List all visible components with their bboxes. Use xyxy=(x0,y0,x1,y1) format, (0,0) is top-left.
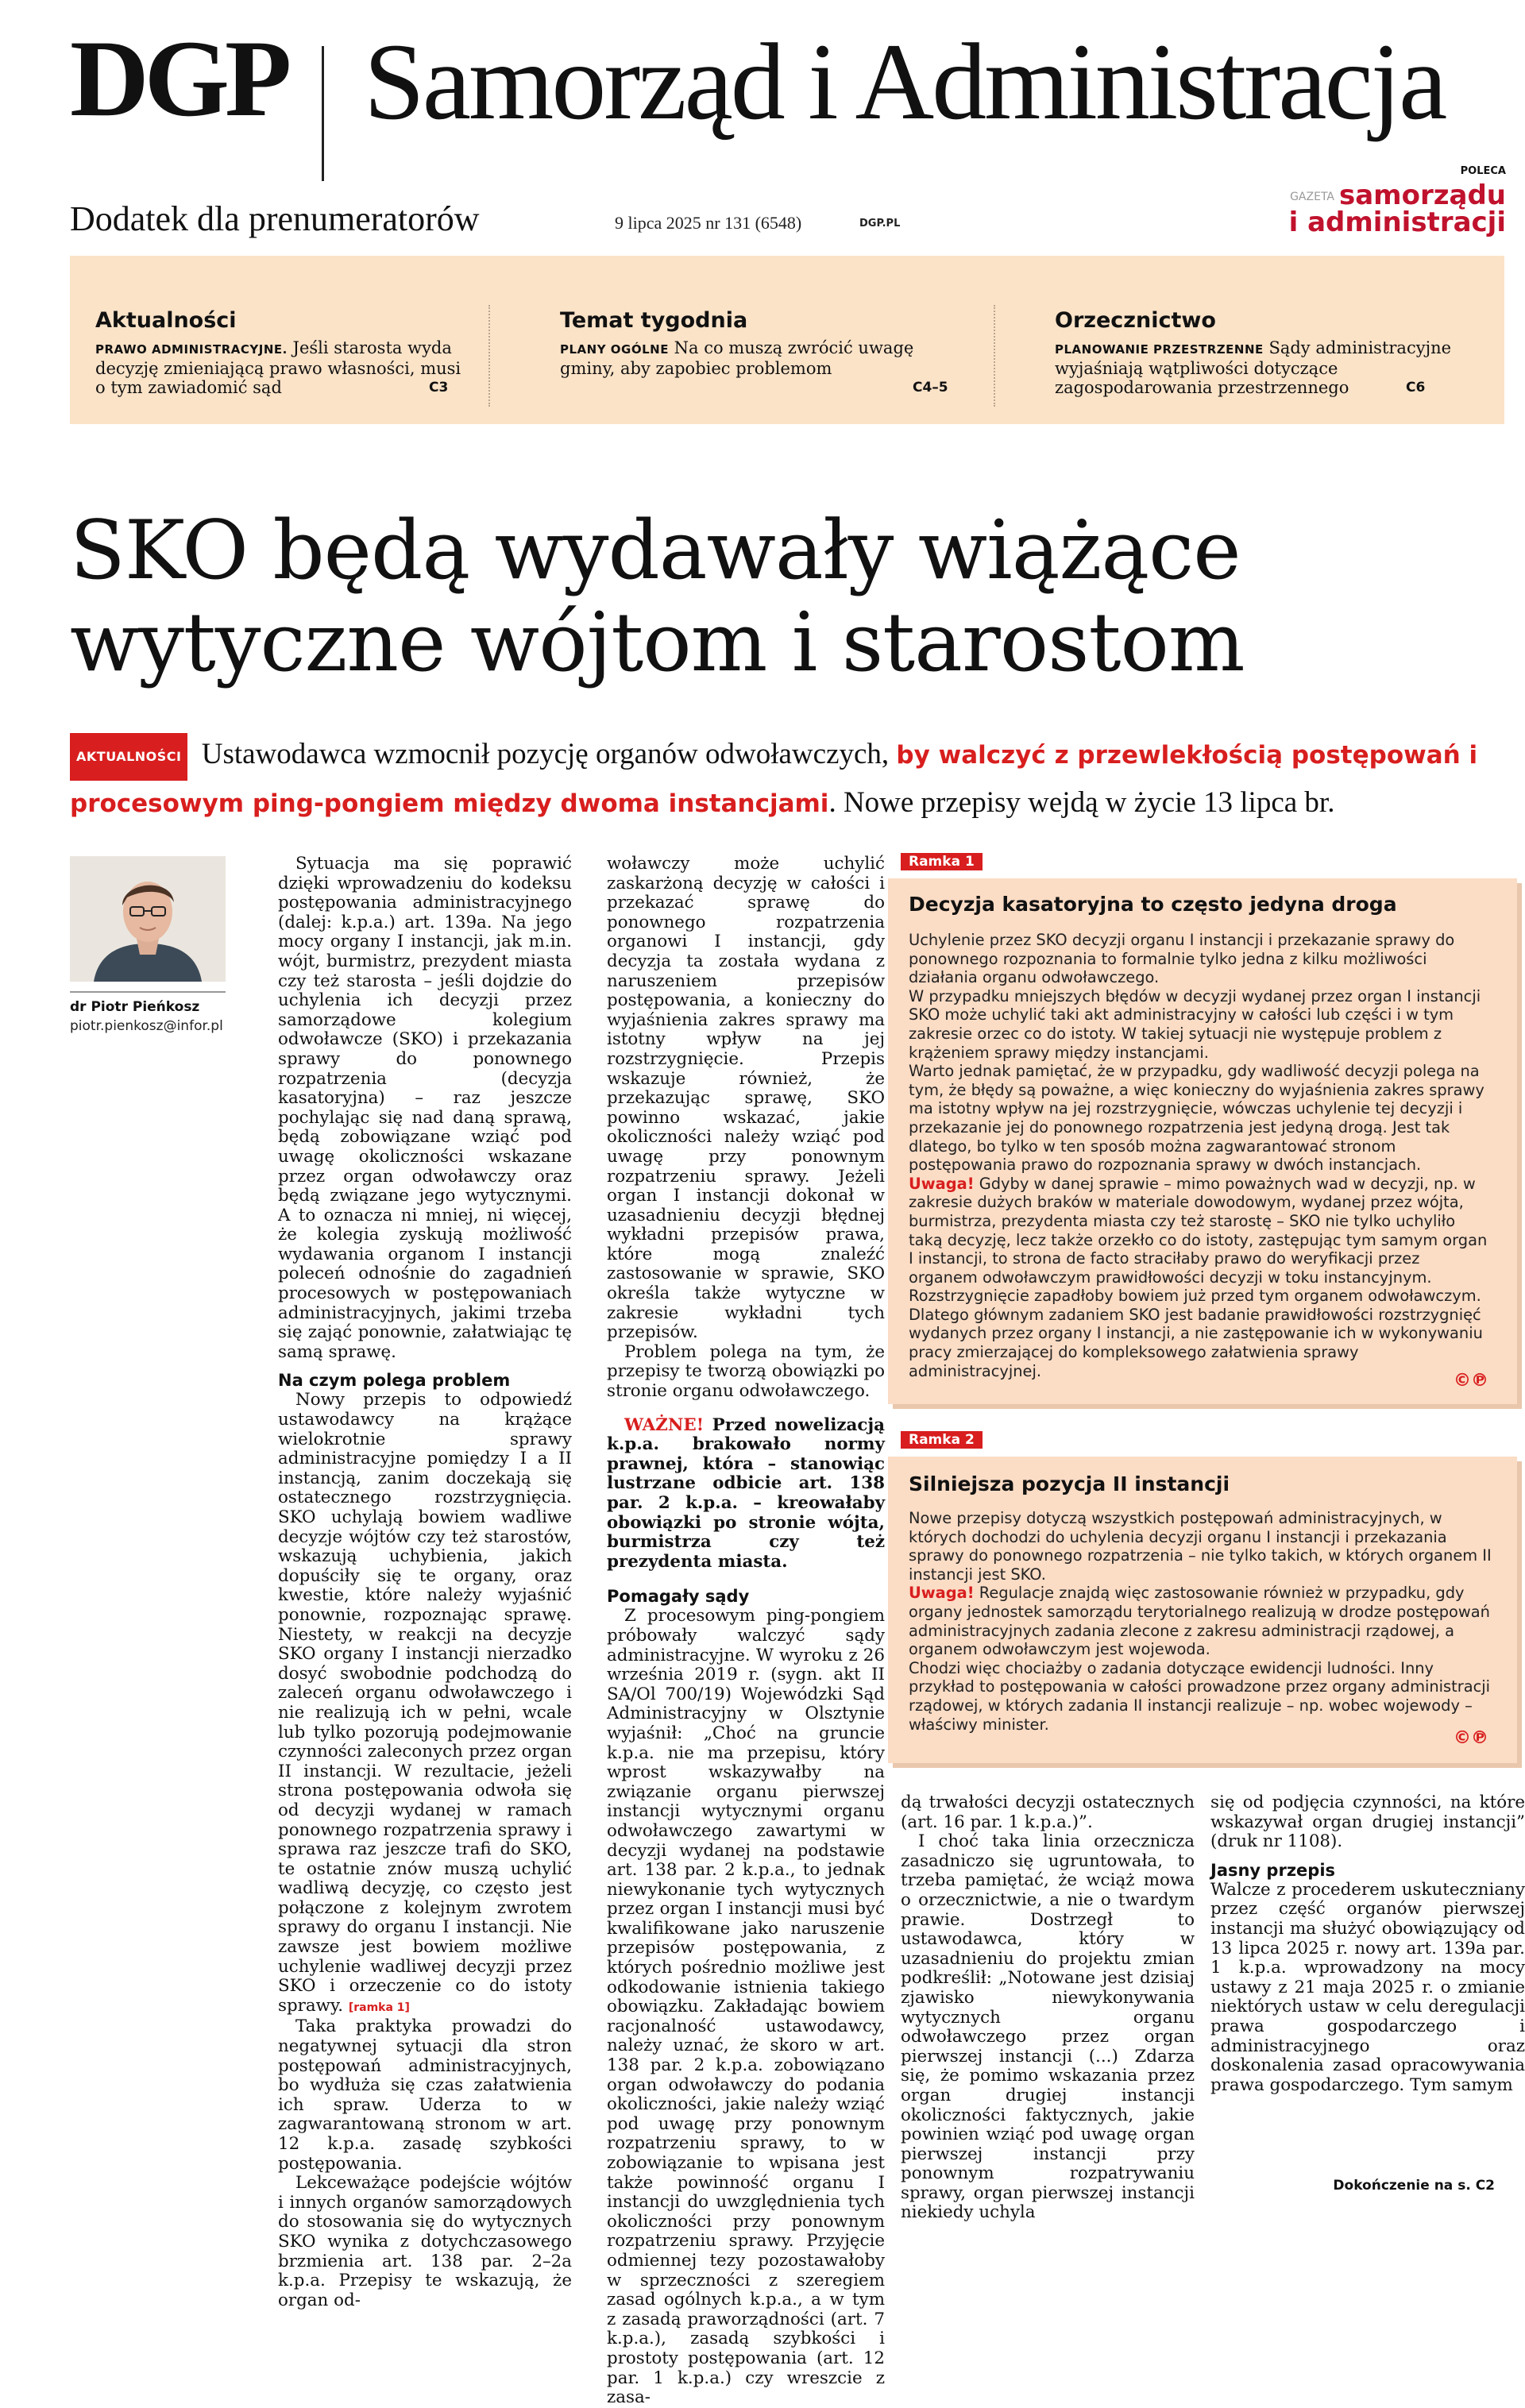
box-paragraph: W przypadku mniejszych błędów w decyzji wydanej przez organ I instancji SKO może uchylić taki akt administracyjny w całości lub części i w tym zakresie orzec co do istoty. W takiej sytuacji nie występuje problem z krążeniem sprawy między instancjami. xyxy=(909,986,1481,1062)
toc-keyword: PRAWO ADMINISTRACYJNE. xyxy=(95,342,288,357)
paragraph: Problem polega na tym, że przepisy te tworzą obowiązki po stronie organu odwoławczego. xyxy=(607,1341,885,1402)
paragraph xyxy=(278,1391,572,2017)
headline-line-1: SKO będą wydawały wiążące xyxy=(70,504,1241,598)
important-note xyxy=(607,1416,885,1573)
article-column-1 xyxy=(278,855,572,2310)
toc-text: Jeśli starosta wyda decyzję zmieniającą prawo własności, musi o tym zawiadomić sąd xyxy=(95,338,461,397)
toc-page: C4–5 xyxy=(913,380,948,396)
toc-text: Sądy administracyjne wyjaśniają wątpliwości dotyczące zagospodarowania przestrzennego xyxy=(1055,338,1452,397)
toc-teaser xyxy=(560,338,933,378)
partner-logo-line2: i administracji xyxy=(1288,206,1506,238)
continuation-note[interactable]: Dokończenie na s. C2 xyxy=(1333,2178,1495,2194)
box-body xyxy=(909,1509,1493,1734)
box-tag: Ramka 2 xyxy=(901,1431,983,1449)
warning-label: Uwaga! xyxy=(909,1174,975,1193)
box-paragraph: Nowe przepisy dotyczą wszystkich postępowań administracyjnych, w których dochodzi do uchylenia decyzji organu I instancji i przekazania sprawy do ponownego rozpatrzenia – nie tylko takich, w których organem II instancji jest SKO. xyxy=(909,1509,1492,1584)
toc-heading: Aktualności xyxy=(95,308,237,333)
subheading: Jasny przepis xyxy=(1210,1860,1336,1880)
paragraph: się od podjęcia czynności, na które wskazywał organ drugiej instancji” (druk nr 1108). xyxy=(1210,1792,1525,1852)
copyright-mark: ©℗ xyxy=(1454,1728,1488,1748)
toc-item-topic[interactable] xyxy=(535,256,995,424)
copyright-mark: ©℗ xyxy=(1454,1371,1488,1391)
box-paragraph: Chodzi więc chociażby o zadania dotyczące ewidencji ludności. Inny przykład to postępowania w całości prowadzone przez organy administracji rządowej, w których zadania II instancji realizuje – np. wobec wojewody – właściwy minister. xyxy=(909,1658,1491,1734)
dgp-logo: DGP xyxy=(70,17,288,139)
partner-logo-prefix: GAZETA xyxy=(1290,190,1334,203)
toc-divider xyxy=(994,305,995,407)
box-paragraph: Uchylenie przez SKO decyzji organu I instancji i przekazanie sprawy do ponownego rozpoznania to formalnie tylko jedna z kilku możliwości działania organu odwoławczego. xyxy=(909,931,1455,987)
toc-heading: Orzecznictwo xyxy=(1055,308,1216,333)
sidebar-box-1 xyxy=(888,878,1517,1404)
box-title: Silniejsza pozycja II instancji xyxy=(909,1472,1230,1495)
author-name: dr Piotr Pieńkosz xyxy=(70,999,200,1015)
toc-item-case-law[interactable] xyxy=(1029,256,1504,424)
paragraph: Z procesowym ping-pongiem próbowały walczyć sądy administracyjne. W wyroku z 26 września 2019 r. (sygn. akt II SA/Ol 700/19) Wojewódzki Sąd Administracyjny w Olsztynie wyjaśnił: „Choć na gruncie k.p.a. nie ma przepisu, który wprost wskazywałby na związanie organu pierwszej instancji wytycznymi organu odwoławczego zawartymi w decyzji wydanej na podstawie art. 138 par. 2 k.p.a., to jednak niewykonanie tych wytycznych przez organ I instancji musi być kwalifikowane jako naruszenie przepisów postępowania, z których pośrednio możliwe jest odkodowanie istnienia takiego obowiązku. Zakładając bowiem racjonalność ustawodawcy, należy uznać, że skoro w art. 138 par. 2 k.p.a. zobowiązano organ odwoławczy do podania okoliczności, jakie należy wziąć pod uwagę przy ponownym rozpatrzeniu sprawy, to w zobowiązanie to wpisana jest także powinność organu I instancji do uwzględnienia tych okoliczności przy ponownym rozpatrzeniu sprawy. Przyjęcie odmiennej tezy pozostawałoby w sprzeczności z szeregiem zasad ogólnych k.p.a., a w tym z zasadą praworządności (art. 7 k.p.a.), zasadą szybkości i prostoty postępowania (art. 12 par. 1 k.p.a.) czy wreszcie z zasa- xyxy=(607,1606,885,2408)
lead-text-1: Ustawodawca wzmocnił pozycję organów odwoławczych, xyxy=(194,738,897,770)
lead-highlight: by walczyć z przewlekłością postępowań i procesowym ping-pongiem między dwoma instancjami xyxy=(70,741,1478,818)
paragraph: woławczy może uchylić zaskarżoną decyzję w całości i przekazać sprawę do ponownego rozpatrzenia organowi I instancji, gdy decyzja ta została wydana z naruszeniem przepisów postępowania, a konieczny do wyjaśnienia zakres sprawy ma istotny wpływ na jej rozstrzygnięcie. Przepis wskazuje również, że przekazując sprawę, SKO powinno wskazać, jakie okoliczności należy wziąć pod uwagę przy ponownym rozpatrzeniu sprawy. Jeżeli organ I instancji dokonał w uzasadnieniu decyzji błędnej wykładni przepisów prawa, które mogą znaleźć zastosowanie w sprawie, SKO określa także wytyczne w zakresie wykładni tych przepisów. xyxy=(607,854,885,1343)
contents-strip xyxy=(70,256,1504,424)
article-column-2 xyxy=(607,855,885,2408)
toc-page: C3 xyxy=(429,380,449,396)
site-link[interactable]: DGP.PL xyxy=(859,218,901,230)
section-tag: AKTUALNOŚCI xyxy=(70,733,187,781)
partner-logo-line1: samorządu xyxy=(1338,179,1506,211)
important-text: Przed nowelizacją k.p.a. brakowało normy prawnej, która – stanowiąc lustrzane odbicie art. 138 par. 2 k.p.a. – kreowałaby obowiązki po stronie wójta, burmistrza czy też prezydenta miasta. xyxy=(607,1414,885,1572)
toc-text: Na co muszą zwrócić uwagę gminy, aby zapobiec problemom xyxy=(560,338,914,378)
toc-keyword: PLANOWANIE PRZESTRZENNE xyxy=(1055,342,1264,357)
article-column-4 xyxy=(1210,1793,1525,2095)
box-paragraph xyxy=(909,1584,1493,1658)
section-title: Samorząd i Administracja xyxy=(364,21,1446,142)
supplement-subtitle: Dodatek dla prenumeratorów xyxy=(70,199,480,238)
sidebar-box-2 xyxy=(888,1457,1517,1763)
box-title: Decyzja kasatoryjna to często jedyna droga xyxy=(909,893,1397,916)
paragraph: Walcze z procederem uskuteczniany przez część organów pierwszej instancji ma służyć obowiązujący od 13 lipca 2025 r. nowy art. 139a par. 1 k.p.a. wprowadzony na mocy ustawy z 21 maja 2025 r. o zmianie niektórych ustaw w celu deregulacji prawa gospodarczego i administracyjnego oraz doskonalenia zasad opracowywania prawa gospodarczego. Tym samym xyxy=(1210,1879,1525,2095)
partner-logo xyxy=(1252,179,1506,238)
author-rule xyxy=(70,991,226,993)
subheading: Na czym polega problem xyxy=(278,1371,511,1391)
author-portrait-icon xyxy=(70,856,226,982)
toc-page: C6 xyxy=(1406,380,1426,396)
paragraph: Taka praktyka prowadzi do negatywnej sytuacji dla stron postępowań administracyjnych, bo wydłuża się czas załatwienia ich spraw. Uderza to w zagwarantowaną stronom w art. 12 k.p.a. zasadę szybkości postępowania. xyxy=(278,2016,572,2174)
author-photo xyxy=(70,856,226,982)
box-paragraph-text: Gdyby w danej sprawie – mimo poważnych wad w decyzji, np. w zakresie dużych braków w materiale dowodowym, wydanej przez wójta, burmistrza, prezydenta miasta czy też starostę – SKO nie tylko uchyliło taką decyzję, lecz także orzekło co do istoty, zastępując tym samym organ I instancji, to strona de facto straciłaby prawo do weryfikacji przez organem odwoławczym prawidłowości decyzji w toku instancyjnym. Rozstrzygnięcie zapadłoby bowiem już przed tym organem odwoławczym. Dlatego głównym zadaniem SKO jest badanie prawidłowości rozstrzygnięć wydanych przez organy I instancji, a nie zastępowanie ich w wykonywaniu pracy zmierzającej do kompleksowego załatwienia sprawy administracyjnej. xyxy=(909,1174,1488,1380)
article-column-3 xyxy=(901,1793,1195,2223)
paragraph: Lekceważące podejście wójtów i innych organów samorządowych do stosowania się do wytycznych SKO wynika z dotychczasowego brzmienia art. 138 par. 2–2a k.p.a. Przepisy te wskazują, że organ od- xyxy=(278,2173,572,2310)
issue-date: 9 lipca 2025 nr 131 (6548) xyxy=(615,213,802,233)
paragraph-text: Nowy przepis to odpowiedź ustawodawcy na krążące wielokrotnie sprawy administracyjne pomiędzy I a II instancją, zanim doczekają się ostatecznego rozstrzygnięcia. SKO uchylają bowiem wadliwe decyzje wójtów czy też starostów, wskazują uchybienia, jakich dopuściły się te organy, oraz kwestie, które należy wyjaśnić ponownie, rozpoznając sprawę. Niestety, w reakcji na decyzje SKO organy I instancji nierzadko dosyć swobodnie podchodzą do zaleceń organu odwoławczego i nie realizują ich w pełni, wcale lub tylko pozorują podejmowanie czynności zaleconych przez organ II instancji. W rezultacie, jeżeli strona postępowania odwoła się od decyzji wydanej w ramach ponownego rozpatrzenia sprawy i sprawa raz jeszcze trafi do SKO, te ostatnie znów muszą uchylić wadliwą decyzję, co często jest połączone z kolejnym zwrotem sprawy do organu I instancji. Nie zawsze jest bowiem możliwe uchylenie wadliwej decyzji przez SKO i orzeczenie co do istoty sprawy. xyxy=(278,1390,572,2016)
masthead-divider xyxy=(322,46,324,181)
author-email[interactable]: piotr.pienkosz@infor.pl xyxy=(70,1018,223,1034)
box-body xyxy=(909,931,1493,1380)
toc-item-news[interactable] xyxy=(70,256,499,424)
box-paragraph: Warto jednak pamiętać, że w przypadku, gdy wadliwość decyzji polega na tym, że błędy są poważne, a więc konieczny do wyjaśnienia zakres sprawy ma istotny wpływ na jej rozstrzygnięcie, wówczas uchylenie tej decyzji i przekazanie jej do ponownego rozpatrzenia jest jedyną drogą. Jest tak dlatego, bo tylko w ten sposób można zagwarantować stronom postępowania prawo do rozpoznania sprawy w dwóch instancjach. xyxy=(909,1062,1484,1175)
article-headline xyxy=(70,505,1492,689)
recommends-label: POLECA xyxy=(1460,165,1506,177)
paragraph: dą trwałości decyzji ostatecznych (art. 16 par. 1 k.p.a.)”. xyxy=(901,1792,1195,1832)
box-paragraph-text: Regulacje znajdą więc zastosowanie również w przypadku, gdy organy jednostek samorządu terytorialnego realizują w drodze postępowań administracyjnych zadania zlecone z zakresu administracji rządowej, a organem odwoławczym jest wojewoda. xyxy=(909,1584,1490,1659)
box-tag: Ramka 1 xyxy=(901,853,983,870)
headline-line-2: wytyczne wójtom i starostom xyxy=(70,596,1245,690)
paragraph: Sytuacja ma się poprawić dzięki wprowadzeniu do kodeksu postępowania administracyjnego (dalej: k.p.a.) art. 139a. Na jego mocy organy I instancji, jak m.in. wójt, burmistrz, prezydent miasta czy też starosta – jeśli dojdzie do uchylenia ich decyzji przez samorządowe kolegium odwoławcze (SKO) i przekazania sprawy do ponownego rozpatrzenia (decyzja kasatoryjna) – raz jeszcze pochylając się nad daną sprawą, będą zobowiązane wziąć pod uwagę okoliczności wskazane przez organ odwoławczy oraz będą związane jego wytycznymi. A to oznacza ni mniej, ni więcej, że kolegia zyskują możliwość wydawania organom I instancji poleceń odnośnie do zagadnień procesowych w postępowaniach administracyjnych, jakimi trzeba się zająć ponownie, załatwiając tę samą sprawę. xyxy=(278,854,572,1362)
lead-text-2: . Nowe przepisy wejdą w życie 13 lipca br. xyxy=(828,785,1335,819)
toc-divider xyxy=(488,305,490,407)
paragraph: I choć taka linia orzecznicza zasadniczo się ugruntowała, to trzeba pamiętać, że wciąż mowa o orzecznictwie, a nie o twardym prawie. Dostrzegł to ustawodawca, który w uzasadnieniu do projektu zmian podkreślił: „Notowane jest dzisiaj zjawisko niewykonywania wytycznych organu odwoławczego przez organ pierwszej instancji (...) Zdarza się, że pomimo wskazania przez organ drugiej instancji okoliczności faktycznych, jakie powinien wziąć pod uwagę organ pierwszej instancji przy ponownym rozpatrywaniu sprawy, organ pierwszej instancji niekiedy uchyla xyxy=(901,1831,1195,2223)
box-paragraph xyxy=(909,1175,1493,1381)
toc-teaser xyxy=(95,338,469,397)
box-reference-link[interactable]: [ramka 1] xyxy=(348,2001,410,2014)
important-label: WAŻNE! xyxy=(624,1414,705,1435)
warning-label: Uwaga! xyxy=(909,1584,975,1603)
article-lead xyxy=(70,732,1492,826)
toc-heading: Temat tygodnia xyxy=(560,308,748,333)
subheading: Pomagały sądy xyxy=(607,1587,750,1607)
toc-keyword: PLANY OGÓLNE xyxy=(560,342,669,357)
recommends-block xyxy=(1252,165,1506,236)
